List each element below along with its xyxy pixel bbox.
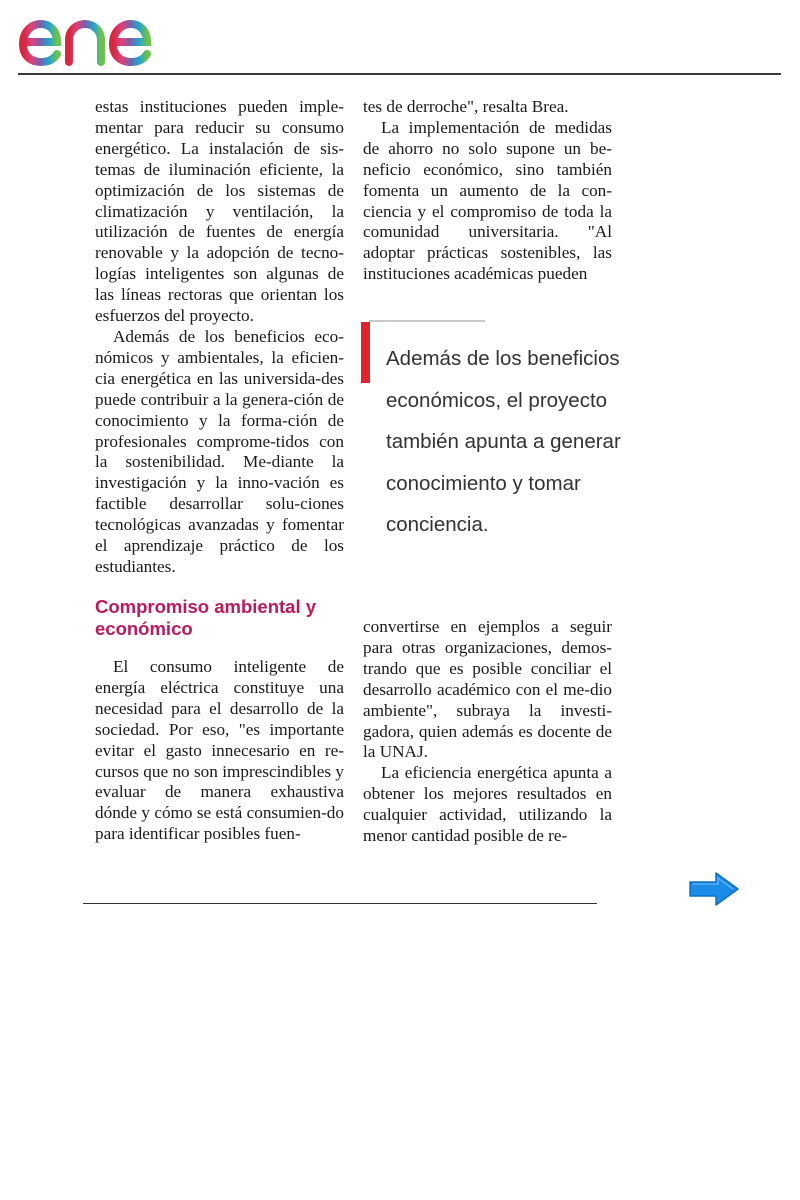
footer-divider [83,903,597,904]
paragraph: La implementación de medidas de ahorro no solo supone un be-neficio económico, sino también fomenta un aumento de la con-ciencia y el compromiso de toda la comunidad universitaria. "Al adoptar prácticas sostenibles, las instituciones académicas pueden [363,117,612,284]
article-column-left-bottom [95,657,344,845]
article-column-right-bottom [363,617,612,847]
pull-quote [361,320,621,590]
header-divider [18,73,781,75]
enel-logo [17,4,182,68]
paragraph: estas instituciones pueden imple-mentar para reducir su consumo energético. La instalación de sis-temas de iluminación eficiente, la optimización de los sistemas de climatización y ventilación, la utilización de fuentes de energía renovable y la adopción de tecno-logías inteligentes son algunas de las líneas rectoras que orientan los esfuerzos del proyecto. [95,97,344,326]
paragraph: convertirse en ejemplos a seguir para otras organizaciones, demos-trando que es posible conciliar el desarrollo académico con el me-dio ambiente", subraya la investi-gadora, quien además es docente de la UNAJ. [363,617,612,762]
paragraph: La eficiencia energética apunta a obtener los mejores resultados en cualquier actividad, utilizando la menor cantidad posible de re- [363,763,612,846]
pull-quote-accent-bar [361,322,370,383]
pull-quote-text: Además de los beneficios económicos, el proyecto también apunta a generar conocimiento y tomar conciencia. [386,347,621,536]
paragraph: El consumo inteligente de energía eléctrica constituye una necesidad para el desarrollo de la sociedad. Por eso, "es importante evitar el gasto innecesario en re-cursos que no son imprescindibles y evaluar de manera exhaustiva dónde y cómo se está consumien-do para identificar posibles fuen- [95,657,344,844]
article-column-left-top [95,97,344,578]
next-page-arrow-icon[interactable] [688,871,740,907]
pull-quote-top-line [369,320,485,322]
section-subheading: Compromiso ambiental y económico [95,596,317,639]
paragraph: Además de los beneficios eco-nómicos y ambientales, la eficien-cia energética en las universida-des puede contribuir a la genera-ción de conocimiento y la forma-ción de profesionales comprome-tidos con la sostenibilidad. Me-diante la investigación y la inno-vación es factible desarrollar solu-ciones tecnológicas avanzadas y fomentar el aprendizaje práctico de los estudiantes. [95,326,344,576]
article-column-right-top [363,97,612,285]
paragraph: tes de derroche", resalta Brea. [363,97,569,116]
